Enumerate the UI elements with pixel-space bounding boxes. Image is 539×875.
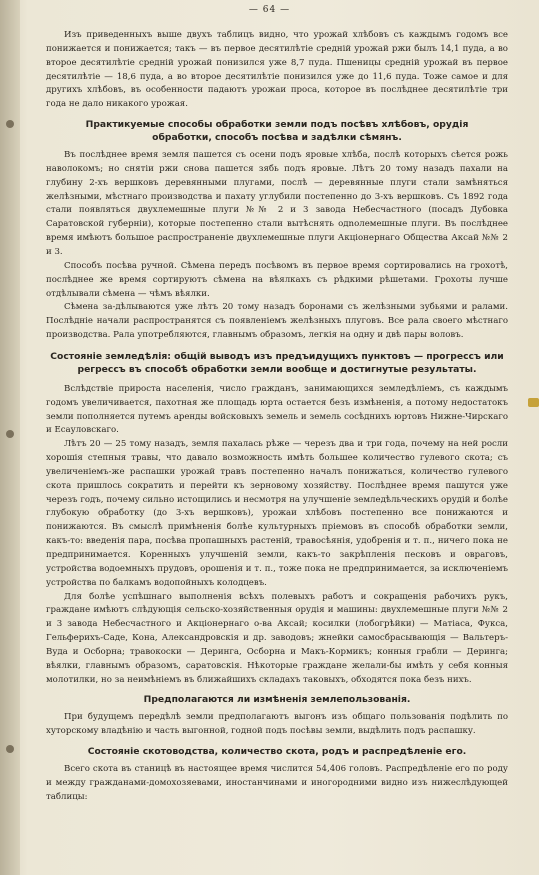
section-heading: Практикуемые способы обработки земли подъ посѣвъ хлѣбовъ, орудія обработки, способъ посѣва и задѣлки сѣмянъ.	[85, 119, 469, 144]
page-number: — 64 —	[248, 5, 291, 15]
page-body	[46, 29, 508, 869]
paragraph: Вслѣдствіе прироста населенія, число гражданъ, занимающихся земледѣліемъ, съ каждымъ годомъ увеличивается, пахотная же площадь юрта остается безъ измѣненія, а потому недостатокъ земли пополняется путемъ аренды войсковыхъ земель и земель сосѣднихъ юртовъ Нижне-Чирскаго и Есауловскаго.	[46, 383, 508, 436]
paragraph: Всего скота въ станицѣ въ настоящее время числится 54,406 головъ. Распредѣленіе его по роду и между гражданами-домохозяевами, иностанчинами и иногородними видно изъ нижеслѣдующей таблицы:	[46, 764, 508, 802]
binding-hole	[6, 745, 14, 753]
binding-hole	[6, 430, 14, 438]
page-tab-marker	[528, 398, 539, 407]
section-heading: Предполагаются ли измѣненія землепользованія.	[143, 694, 411, 706]
binding-hole	[6, 120, 14, 128]
section-heading: Состояніе земледѣлія: общій выводъ изъ предъидущихъ пунктовъ — прогрессъ или регрессъ въ способѣ обработки земли вообще и достигнутые результаты.	[50, 350, 504, 375]
section-heading: Состояніе скотоводства, количество скота, родъ и распредѣленіе его.	[87, 746, 467, 758]
paragraph: Для болѣе успѣшнаго выполненія всѣхъ полевыхъ работъ и сокращенія рабочихъ рукъ, граждане имѣютъ слѣдующія сельско-хозяйственныя орудія и машины: двухлемешные плуги №№ 2 и 3 завода Небесчастного и Акціонернаго о-ва Аксай; косилки (лобогрѣйки) — Матіаса, Фукса, Гельферихъ-Саде, Кона, Александровскія и др. заводовъ; жнейки самосбрасывающія — Вальтеръ-Вуда и Осборна; травокоски — Деринга, Осборна и Макъ-Кормикъ; конныя грабли — Деринга; вѣялки, главнымъ образомъ, саратовскія. Нѣкоторые граждане желали-бы имѣть у себя конныя молотилки, но за неимѣніемъ въ ближайшихъ складахъ таковыхъ, обходятся пока безъ нихъ.	[46, 591, 508, 685]
paragraph: Въ послѣднее время земля пашется съ осени подъ яровые хлѣба, послѣ которыхъ сѣется рожь наволокомъ; но снятіи ржи снова пашется зябь подъ яровые. Лѣтъ 20 тому назадъ пахали на глубину 2-хъ вершковъ деревянными плугами, послѣ — деревянные плуги стали замѣняться желѣзными, мѣстнаго производства и пахату углубили постепенно до 3-хъ вершковъ. Съ 1892 года стали появляться двухлемешные плуги №№ 2 и 3 завода Небесчастного (посадъ Дубовка Саратовской губерніи), которые постепенно стали вытѣснять одnолемешные плуги. Въ послѣднее время имѣютъ большое распространеніе двухлемешные плуги Акціонернаго Общества Аксай №№ 2 и 3.	[46, 150, 508, 257]
paragraph: Лѣтъ 20 — 25 тому назадъ, земля пахалась рѣже — черезъ два и три года, почему на ней росли хорошія степныя травы, что давало возможность имѣть большее количество гулевого скота; съ увеличеніемъ-же распашки урожай травъ постепенно началъ понижаться, количество гулевого скота пришлось сократить и перейти къ зерновому хозяйству. Послѣднее время пашутся уже черезъ годъ, почему сильно истощились и несмотря на улучшеніе земледѣльческихъ орудій и болѣе глубокую обработку (до 3-хъ вершковъ), урожаи хлѣбовъ постепенно все понижаются и понижаются. Въ смыслѣ примѣненія болѣе культурныхъ пріемовъ въ способѣ обработки земли, какъ-то: введенія пара, посѣва пропашныхъ растеній, травосѣянія, удобренія и т. п., ничего пока не предпринимается. Коренныхъ улучшеній земли, какъ-то закрѣпленія песковъ и овраговъ, устройства водоемныхъ прудовъ, орошенія и т. п., тоже пока не предпринимается, за исключеніемъ устройства по балкамъ водопойныхъ колодцевъ.	[46, 439, 508, 588]
paragraph: Способъ посѣва ручной. Сѣмена передъ посѣвомъ въ первое время сортировались на грохотѣ, послѣднее же время сортируютъ сѣмена на вѣялкахъ съ рѣдкими рѣшетами. Грохоты лучше отдѣлывали сѣмена — чѣмъ вѣялки.	[46, 260, 508, 299]
paragraph: Изъ приведенныхъ выше двухъ таблицъ видно, что урожай хлѣбовъ съ каждымъ годомъ все понижается и понижается; такъ — въ первое десятилѣтіе средній урожай ржи былъ 14,1 пуда, а во второе десятилѣтіе средній урожай понизился уже 8,7 пуда. Пшеницы средній урожай въ первое десятилѣтіе — 18,6 пуда, а во второе десятилѣтіе понизился уже до 11,6 пуда. Тоже самое и для другихъ хлѣбовъ, въ особенности падаютъ урожаи проса, которое въ послѣднее десятилѣтіе три года не дало никакого урожая.	[46, 30, 508, 110]
paragraph: Сѣмена за-дѣлываются уже лѣтъ 20 тому назадъ боронами съ желѣзными зубьями и ралами. Послѣдніе начали распространятся съ появленіемъ желѣзныхъ плуговъ. Все рала своего мѣстнаго производства. Рала употребляются, главнымъ образомъ, легкія на одну и двѣ пары воловъ.	[46, 302, 508, 341]
binding-edge	[0, 0, 20, 875]
paragraph: При будущемъ передѣлѣ земли предполагаютъ выгонъ изъ общаго пользованія подѣлить по хуторскому владѣнію и часть выгонной, годной подъ посѣвы земли, выдѣлить подъ распашку.	[46, 712, 508, 737]
